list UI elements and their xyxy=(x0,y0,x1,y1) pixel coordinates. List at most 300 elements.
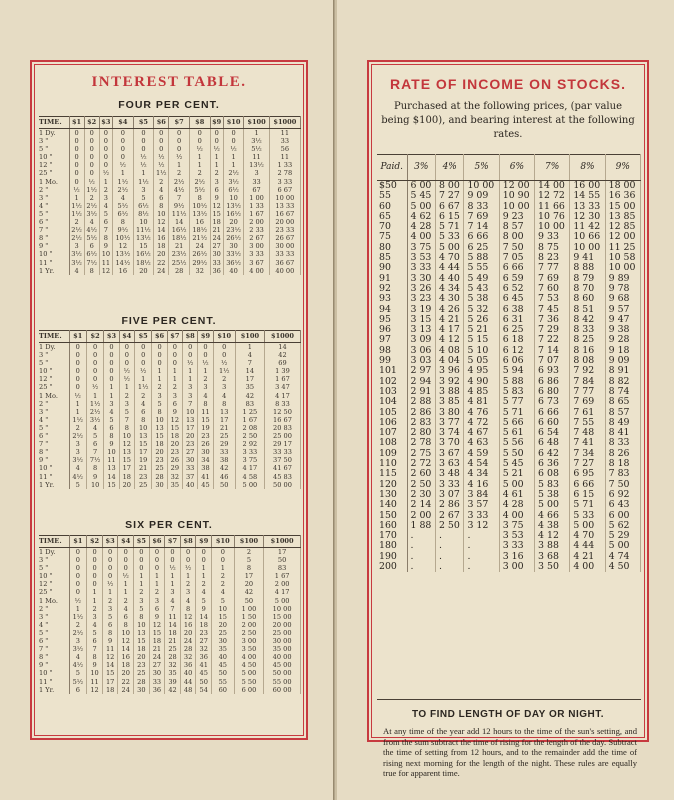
table-cell: 9 33 xyxy=(535,232,570,242)
row-label: 101 xyxy=(377,366,407,376)
table-cell: 0 xyxy=(86,375,103,383)
table-cell: 20 xyxy=(134,653,150,661)
table-cell: 23 xyxy=(167,448,182,456)
table-cell: 5 00 xyxy=(235,481,264,489)
row-label: 9 " xyxy=(39,242,69,250)
table-cell: 40 00 xyxy=(269,267,300,275)
table-cell: 2 86 xyxy=(407,408,435,418)
column-header: $100 xyxy=(244,117,269,129)
table-cell: 6½ xyxy=(133,202,154,210)
table-cell: 41 xyxy=(196,661,212,669)
table-cell: 4 16 xyxy=(464,480,499,490)
table-cell: 0 xyxy=(102,564,118,572)
table-cell: 1½ xyxy=(113,178,134,186)
row-label: 7 " xyxy=(39,440,69,448)
table-cell: 1½ xyxy=(69,416,86,424)
table-cell: 33½ xyxy=(223,250,244,258)
table-cell: 4 xyxy=(87,621,103,629)
table-cell: 7 48 xyxy=(570,428,605,438)
column-header: $3 xyxy=(104,331,119,343)
table-cell: 0 xyxy=(118,564,134,572)
table-cell: 7 83 xyxy=(605,469,640,479)
table-cell: 3 68 xyxy=(535,552,570,562)
table-cell: 0 xyxy=(119,359,134,367)
table-row xyxy=(39,137,301,145)
table-cell: 10 90 xyxy=(499,191,534,201)
table-cell: 37 50 xyxy=(264,456,300,464)
table-cell: 35 xyxy=(167,481,182,489)
table-cell: 2 80 xyxy=(407,428,435,438)
table-cell: 4 50 xyxy=(234,661,264,669)
table-cell: 2 67 xyxy=(244,234,269,242)
table-cell: 0 xyxy=(86,351,103,359)
table-cell: 10 xyxy=(212,605,235,613)
column-header: $9 xyxy=(196,536,212,548)
table-cell: ½ xyxy=(119,375,134,383)
table-cell: 9½ xyxy=(113,226,134,234)
table-cell: 33 xyxy=(244,178,269,186)
table-cell: 1½ xyxy=(134,383,151,391)
table-cell: 3½ xyxy=(69,259,84,267)
table-cell: 5 62 xyxy=(605,521,640,531)
column-header: TIME. xyxy=(39,331,69,343)
table-cell: 17 xyxy=(235,375,264,383)
row-label: 103 xyxy=(377,387,407,397)
table-cell: 0 xyxy=(87,548,103,557)
table-cell: 42 xyxy=(264,351,300,359)
table-cell: 21 xyxy=(169,242,190,250)
table-cell: 13½ xyxy=(244,161,269,169)
table-cell: 0 xyxy=(180,556,196,564)
table-cell: 8 xyxy=(189,194,210,202)
table-cell: ½ xyxy=(69,597,87,605)
table-cell: 7 36 xyxy=(535,315,570,325)
table-cell: 5 00 xyxy=(570,521,605,531)
table-cell: 5 71 xyxy=(435,222,463,232)
table-cell: 9 xyxy=(87,661,103,669)
row-label: 7 " xyxy=(39,645,69,653)
table-cell: 4 59 xyxy=(464,449,499,459)
table-cell: 4 xyxy=(104,408,119,416)
table-cell: 0 xyxy=(86,359,103,367)
table-cell: 3 00 xyxy=(234,637,264,645)
table-cell: 12 xyxy=(113,242,134,250)
table-cell: 4½ xyxy=(84,226,99,234)
column-header: $1000 xyxy=(264,331,300,343)
table-cell: 8 xyxy=(154,202,169,210)
table-cell: 67 xyxy=(244,186,269,194)
table-cell: 32 xyxy=(165,661,181,669)
table-cell: 0 xyxy=(189,129,210,138)
table-cell: 0 xyxy=(84,145,99,153)
table-cell: 4 00 xyxy=(407,232,435,242)
row-label: 1 Yr. xyxy=(39,686,69,694)
table-cell: 1 xyxy=(119,383,134,391)
table-cell: 1 33 xyxy=(269,161,300,169)
table-cell: 1 88 xyxy=(407,521,435,531)
column-header: Paid. xyxy=(377,155,407,181)
table-cell: 18 xyxy=(118,661,134,669)
row-label: 3 " xyxy=(39,137,69,145)
table-cell: 6 12 xyxy=(499,346,534,356)
table-cell: 6 18 xyxy=(499,335,534,345)
table-cell: 10 xyxy=(154,210,169,218)
table-cell: 3 88 xyxy=(435,387,463,397)
table-cell: 20 xyxy=(152,448,167,456)
table-cell: 10½ xyxy=(113,234,134,242)
table-cell: 6 25 xyxy=(499,325,534,335)
table-cell: 4 xyxy=(213,392,235,400)
table-cell: 6 36 xyxy=(535,459,570,469)
table-cell: 6 54 xyxy=(535,428,570,438)
table-cell: 2 xyxy=(196,580,212,588)
table-cell: 7 69 xyxy=(464,212,499,222)
table-cell: 6 45 xyxy=(499,294,534,304)
table-cell: 11 xyxy=(244,153,269,161)
row-label: 11 " xyxy=(39,473,69,481)
table-cell: 16 xyxy=(118,653,134,661)
table-cell: 3 15 xyxy=(407,315,435,325)
table-cell: 7 27 xyxy=(570,459,605,469)
table-cell: 1 xyxy=(152,375,167,383)
table-cell: 4 xyxy=(154,186,169,194)
table-cell: 8 xyxy=(152,408,167,416)
table-cell: 3 63 xyxy=(435,459,463,469)
table-cell: 7 22 xyxy=(535,335,570,345)
table-cell: 2 xyxy=(210,169,223,177)
table-cell: 2½ xyxy=(69,432,86,440)
table-cell: 2 xyxy=(119,392,134,400)
table-cell: 13 xyxy=(134,629,150,637)
table-cell: 6 48 xyxy=(535,438,570,448)
table-cell: 0 xyxy=(84,169,99,177)
table-cell: 4 17 xyxy=(235,464,264,472)
row-label: 99 xyxy=(377,356,407,366)
table-cell: 42 xyxy=(213,464,235,472)
table-cell: 3 30 xyxy=(407,274,435,284)
six-per-cent-heading: SIX PER CENT. xyxy=(125,519,213,531)
table-cell: 9 xyxy=(99,242,112,250)
row-label: 3 " xyxy=(39,351,69,359)
table-row xyxy=(39,202,301,210)
table-cell: 7½ xyxy=(84,259,99,267)
table-cell: 0 xyxy=(87,564,103,572)
table-cell: 1½ xyxy=(84,186,99,194)
table-cell: 1 25 xyxy=(235,408,264,416)
table-cell: 10 xyxy=(134,621,150,629)
table-cell: 4 xyxy=(180,597,196,605)
table-cell: 0 xyxy=(223,129,244,138)
table-cell: 8 00 xyxy=(499,232,534,242)
table-cell: 16 xyxy=(180,621,196,629)
table-cell: 16 xyxy=(154,234,169,242)
table-cell: 0 xyxy=(69,161,84,169)
table-cell: 0 xyxy=(69,564,87,572)
table-cell: 20 xyxy=(167,440,182,448)
table-cell: 18 xyxy=(165,629,181,637)
table-cell: 16 xyxy=(113,267,134,275)
row-label: 80 xyxy=(377,243,407,253)
table-row xyxy=(39,242,301,250)
row-label: 75 xyxy=(377,232,407,242)
table-cell: 3½ xyxy=(69,456,86,464)
column-header: $5 xyxy=(133,117,154,129)
table-cell: 23 xyxy=(196,629,212,637)
row-label: 1 Dy. xyxy=(39,548,69,557)
table-cell: 9 xyxy=(104,440,119,448)
table-cell: 18 xyxy=(102,686,118,694)
five-per-cent-heading: FIVE PER CENT. xyxy=(121,315,217,327)
table-cell: 21 xyxy=(165,637,181,645)
table-cell: 36 xyxy=(180,661,196,669)
table-cell: 5 00 xyxy=(499,480,534,490)
table-cell: 7 50 xyxy=(605,480,640,490)
table-cell: 0 xyxy=(113,129,134,138)
table-cell: 6 00 xyxy=(407,181,435,192)
table-cell: 2 88 xyxy=(407,397,435,407)
table-cell: ½ xyxy=(99,169,112,177)
table-cell: ½ xyxy=(69,186,84,194)
table-cell: 0 xyxy=(69,129,84,138)
table-cell: 23 33 xyxy=(269,226,300,234)
column-header: 3% xyxy=(407,155,435,181)
table-cell: 20 xyxy=(154,250,169,258)
table-cell: 0 xyxy=(196,556,212,564)
table-cell: 7 60 xyxy=(535,284,570,294)
column-header: 8% xyxy=(570,155,605,181)
table-cell: 5½ xyxy=(113,202,134,210)
table-cell: 13 33 xyxy=(269,202,300,210)
table-cell: 4 17 xyxy=(264,588,301,596)
column-header: $8 xyxy=(183,331,198,343)
table-cell: 4 17 xyxy=(264,392,300,400)
table-cell: 30 xyxy=(134,686,150,694)
table-cell: 0 xyxy=(113,153,134,161)
table-cell: 6 67 xyxy=(269,186,300,194)
table-cell: 20 xyxy=(223,218,244,226)
table-cell: 33 33 xyxy=(269,250,300,258)
table-cell: 3 85 xyxy=(435,397,463,407)
table-cell: 16½ xyxy=(133,250,154,258)
table-cell: 10 00 xyxy=(269,194,300,202)
table-cell: 5 21 xyxy=(464,325,499,335)
table-cell: 5 71 xyxy=(570,500,605,510)
table-cell: 25 xyxy=(212,629,235,637)
table-cell: ½ xyxy=(210,145,223,153)
table-cell: 4 34 xyxy=(464,469,499,479)
table-cell: 3 xyxy=(69,448,86,456)
table-cell: 3 19 xyxy=(407,305,435,315)
row-label: 110 xyxy=(377,459,407,469)
column-header: $9 xyxy=(210,117,223,129)
row-label: 8 " xyxy=(39,448,69,456)
table-cell: 12 00 xyxy=(605,232,640,242)
table-cell: 24 xyxy=(118,686,134,694)
table-cell: 30 xyxy=(183,456,198,464)
table-cell: 3 70 xyxy=(435,438,463,448)
table-cell: 6 xyxy=(134,408,151,416)
table-cell: 3 23 xyxy=(407,294,435,304)
table-cell: 30 xyxy=(210,250,223,258)
table-cell: 5 77 xyxy=(499,397,534,407)
table-cell: 16½ xyxy=(223,210,244,218)
right-page xyxy=(337,0,674,800)
table-cell: 55 00 xyxy=(264,678,301,686)
row-label: 5 " xyxy=(39,210,69,218)
table-cell: 4 28 xyxy=(407,222,435,232)
table-cell: 40 xyxy=(223,267,244,275)
table-cell: 5 94 xyxy=(499,366,534,376)
table-cell: 7 14 xyxy=(535,346,570,356)
table-row xyxy=(39,408,301,416)
table-cell: 24 xyxy=(189,242,210,250)
table-cell: 8 08 xyxy=(570,356,605,366)
table-cell: 7 77 xyxy=(535,263,570,273)
table-cell: ½ xyxy=(223,145,244,153)
table-cell: 33 33 xyxy=(264,448,300,456)
table-cell: 8 23 xyxy=(535,253,570,263)
table-cell: 23½ xyxy=(169,250,190,258)
table-cell: 7 34 xyxy=(570,449,605,459)
column-header: $7 xyxy=(167,331,182,343)
table-cell: 7 45 xyxy=(535,305,570,315)
table-cell: 0 xyxy=(99,129,112,138)
table-cell: 45 00 xyxy=(264,661,301,669)
table-cell: 3 48 xyxy=(435,469,463,479)
table-cell: 3 xyxy=(87,613,103,621)
table-row xyxy=(39,629,301,637)
table-cell: 12 xyxy=(180,613,196,621)
table-cell: 3 33 xyxy=(269,178,300,186)
table-row xyxy=(39,218,301,226)
table-cell: 0 xyxy=(152,351,167,359)
interest-table-title: INTEREST TABLE. xyxy=(91,74,247,90)
table-cell: 21 xyxy=(210,226,223,234)
table-cell: 3 xyxy=(69,637,87,645)
table-cell: 17 xyxy=(134,448,151,456)
table-cell: 19 xyxy=(198,424,213,432)
table-cell: 33 xyxy=(210,259,223,267)
table-cell: 32 xyxy=(189,267,210,275)
table-cell: 3 77 xyxy=(435,418,463,428)
table-cell: 1 xyxy=(223,161,244,169)
row-label: 25 " xyxy=(39,169,69,177)
table-cell: 0 xyxy=(212,556,235,564)
row-label: 107 xyxy=(377,428,407,438)
table-cell: 1 xyxy=(134,572,150,580)
table-cell: ½ xyxy=(189,145,210,153)
table-cell: 2 xyxy=(167,383,182,391)
table-cell: 2 xyxy=(69,424,86,432)
table-cell: 3 53 xyxy=(499,531,534,541)
table-cell: 7 xyxy=(119,416,134,424)
table-cell: 13 33 xyxy=(570,202,605,212)
table-cell: 8½ xyxy=(133,210,154,218)
table-cell: 36 67 xyxy=(269,259,300,267)
table-cell: 10 xyxy=(99,250,112,258)
row-label: 106 xyxy=(377,418,407,428)
row-label: 97 xyxy=(377,335,407,345)
table-cell: 42 xyxy=(235,392,264,400)
table-cell: 6 xyxy=(99,218,112,226)
table-cell: 8 xyxy=(134,613,150,621)
table-row xyxy=(39,448,301,456)
table-cell: 1 67 xyxy=(244,210,269,218)
table-cell: 1 xyxy=(69,400,86,408)
table-row xyxy=(39,653,301,661)
table-cell: 0 xyxy=(198,343,213,352)
table-row xyxy=(39,678,301,686)
table-row xyxy=(39,234,301,242)
table-row xyxy=(377,500,641,510)
table-cell: 13 xyxy=(152,424,167,432)
column-header: 5% xyxy=(464,155,499,181)
table-cell: 18 xyxy=(134,645,150,653)
table-cell: 23 xyxy=(152,456,167,464)
table-cell: 5 83 xyxy=(499,387,534,397)
table-cell: 0 xyxy=(183,343,198,352)
table-cell: 18 xyxy=(167,432,182,440)
table-cell: 0 xyxy=(118,556,134,564)
table-cell: 12 xyxy=(149,621,165,629)
table-cell: 0 xyxy=(69,572,87,580)
table-cell: 11 xyxy=(269,129,300,138)
table-cell: 1 xyxy=(189,161,210,169)
table-cell: . xyxy=(407,541,435,551)
column-header: $2 xyxy=(87,536,103,548)
table-cell: 3 53 xyxy=(407,253,435,263)
table-cell: 0 xyxy=(86,343,103,352)
table-cell: ½ xyxy=(118,572,134,580)
table-cell: 0 xyxy=(102,548,118,557)
four-per-cent-heading: FOUR PER CENT. xyxy=(118,99,220,111)
table-cell: 2 30 xyxy=(407,490,435,500)
table-cell: 27 xyxy=(149,661,165,669)
table-cell: 0 xyxy=(133,129,154,138)
table-cell: 1 xyxy=(167,367,182,375)
row-label: 190 xyxy=(377,552,407,562)
table-cell: 8 xyxy=(213,400,235,408)
table-cell: 60 00 xyxy=(264,686,301,694)
table-cell: 16 00 xyxy=(570,181,605,192)
table-cell: 3 xyxy=(99,194,112,202)
table-cell: 13 xyxy=(213,408,235,416)
table-cell: ½ xyxy=(69,392,86,400)
table-cell: 3 84 xyxy=(464,490,499,500)
table-cell: 6 15 xyxy=(570,490,605,500)
table-cell: 4 67 xyxy=(464,428,499,438)
table-cell: 5 xyxy=(134,605,150,613)
table-cell: 2 xyxy=(149,588,165,596)
table-cell: 4 72 xyxy=(464,418,499,428)
row-label: 92 xyxy=(377,284,407,294)
table-cell: 2 94 xyxy=(407,377,435,387)
interest-table-panel xyxy=(30,60,308,740)
table-cell: 13 xyxy=(119,448,134,456)
table-header-row xyxy=(39,331,301,343)
column-header: $100 xyxy=(234,536,264,548)
table-cell: 1 00 xyxy=(244,194,269,202)
table-cell: 3 75 xyxy=(499,521,534,531)
table-cell: 5 xyxy=(196,597,212,605)
table-cell: 5 xyxy=(99,210,112,218)
table-cell: 1 xyxy=(104,383,119,391)
table-cell: 9 23 xyxy=(499,212,534,222)
table-cell: 5 00 xyxy=(407,202,435,212)
table-cell: 8 xyxy=(119,424,134,432)
table-cell: 5½ xyxy=(84,234,99,242)
table-cell: 10 00 xyxy=(499,202,534,212)
